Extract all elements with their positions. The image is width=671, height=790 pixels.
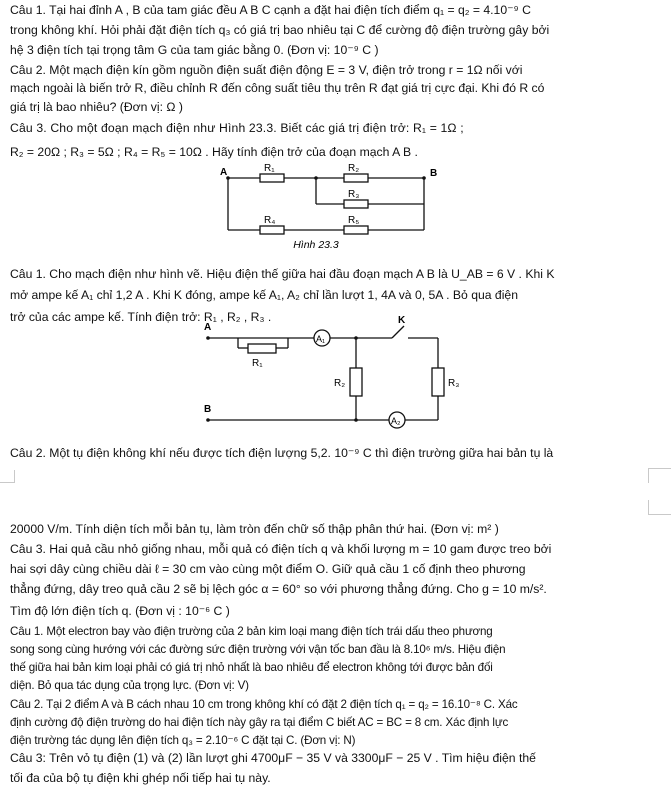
circuit-figure-23-3 [220, 164, 460, 272]
text-line: trong không khí. Hỏi phải đặt điện tích q₃ có giá trị bao nhiêu tại C để cường độ điện trường gây bởi [10, 23, 550, 37]
text-line: song song cùng hướng với các đường sức điện trường với vận tốc ban đầu là 8.10⁶ m/s. Hiệu điện [10, 643, 506, 656]
scan-artifact [648, 500, 671, 515]
text-line: tối đa của bộ tụ điện khi ghép nối tiếp hai tụ này. [10, 771, 271, 785]
text-line: hai sợi dây cùng chiều dài ℓ = 30 cm vào cùng một điểm O. Giữ quả cầu 1 cố định theo phương [10, 562, 526, 576]
text-line: Câu 1. Tại hai đỉnh A , B của tam giác đều A B C cạnh a đặt hai điện tích điểm q₁ = q₂ = 4.10⁻⁹ C [10, 3, 531, 17]
text-line: diện. Bỏ qua tác dụng của trọng lực. (Đơn vị: V) [10, 679, 249, 692]
r3-label: R₃ [448, 378, 460, 389]
text-line: thẳng đứng, dây treo quả cầu 2 sẽ bị lệch góc α = 60° so với phương thẳng đứng. Cho g = 10 m/s². [10, 582, 547, 596]
ammeter-a2-label: A₂ [391, 416, 401, 426]
scan-artifact [0, 470, 15, 483]
r2-label: R₂ [334, 378, 346, 389]
text-line: Tìm độ lớn điện tích q. (Đơn vị : 10⁻⁶ C ) [10, 604, 230, 618]
figure-caption: Hình 23.3 [293, 239, 339, 251]
r1-label: R₁ [252, 358, 263, 369]
node-a-label: A [204, 322, 212, 333]
r2-label: R₂ [348, 164, 360, 174]
scan-artifact [648, 468, 671, 483]
r4-label: R₄ [264, 215, 276, 226]
circuit-figure-ammeters [196, 314, 466, 442]
node-a-label: A [220, 167, 228, 178]
r3-label: R₃ [348, 189, 360, 200]
text-line: Câu 3. Cho một đoạn mạch điện như Hình 23.3. Biết các giá trị điện trở: R₁ = 1Ω ; [10, 121, 464, 135]
ammeter-a1-label: A₁ [316, 334, 326, 344]
text-line: R₂ = 20Ω ; R₃ = 5Ω ; R₄ = R₅ = 10Ω . Hãy tính điện trở của đoạn mạch A B . [10, 145, 418, 159]
text-line: Câu 3: Trên vỏ tụ điện (1) và (2) lần lượt ghi 4700μF − 35 V và 3300μF − 25 V . Tìm hiệu điện thế [10, 751, 536, 765]
text-line: Câu 1. Cho mạch điện như hình vẽ. Hiệu điện thế giữa hai đầu đoạn mạch A B là U_AB = 6 V . Khi K [10, 267, 555, 281]
text-line: Câu 1. Một electron bay vào điện trường của 2 bản kim loại mang điện tích trái dấu theo phương [10, 625, 493, 638]
text-line: Câu 2. Một mạch điện kín gồm nguồn điện suất điện động E = 3 V, điện trở trong r = 1Ω nối với [10, 63, 523, 77]
text-line: mạch ngoài là biến trở R, điều chỉnh R đến công suất tiêu thụ trên R đạt giá trị cực đại. Khi đó R có [10, 81, 545, 95]
switch-k-label: K [398, 315, 406, 326]
text-line: định cường độ điện trường do hai điện tích này gây ra tại điểm C biết AC = BC = 8 cm. Xác định lực [10, 716, 509, 729]
text-line: mở ampe kế A₁ chỉ 1,2 A . Khi K đóng, ampe kế A₁, A₂ chỉ lần lượt 1, 4A và 0, 5A . Bỏ qua điện [10, 288, 518, 302]
text-line: 20000 V/m. Tính diện tích mỗi bản tụ, làm tròn đến chữ số thập phân thứ hai. (Đơn vị: m² ) [10, 522, 499, 536]
text-line: thế giữa hai bản kim loại phải có giá trị nhỏ nhất là bao nhiêu để electron không tới được bản đối [10, 661, 493, 674]
text-line: Câu 3. Hai quả cầu nhỏ giống nhau, mỗi quả có điện tích q và khối lượng m = 10 gam được treo bởi [10, 542, 552, 556]
node-b-label: B [204, 404, 212, 415]
text-line: hệ 3 điện tích tại trọng tâm G của tam giác bằng 0. (Đơn vị: 10⁻⁹ C ) [10, 43, 379, 57]
text-line: giá trị là bao nhiêu? (Đơn vị: Ω ) [10, 100, 183, 114]
node-b-label: B [430, 168, 438, 179]
text-line: Câu 2. Tại 2 điểm A và B cách nhau 10 cm trong không khí có đặt 2 điện tích q₁ = q₂ = 16.10⁻⁸ C. Xác [10, 698, 518, 711]
text-line: Câu 2. Một tụ điện không khí nếu được tích điện lượng 5,2. 10⁻⁹ C thì điện trường giữa hai bản tụ là [10, 446, 554, 460]
r5-label: R₅ [348, 215, 360, 226]
text-line: trở của các ampe kế. Tính điện trở: R₁ , R₂ , R₃ . [10, 310, 272, 324]
r1-label: R₁ [264, 164, 275, 174]
text-line: điện trường tác dụng lên điện tích q₃ = 2.10⁻⁶ C đặt tại C. (Đơn vị: N) [10, 734, 356, 747]
